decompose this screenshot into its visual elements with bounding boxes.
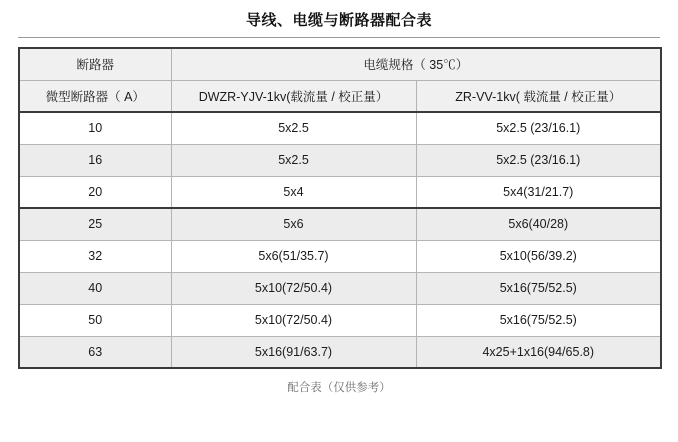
table-row [19, 272, 661, 304]
cell-breaker: 10 [19, 112, 171, 144]
header-cable-group: 电缆规格（ 35℃） [171, 48, 661, 80]
cell-dwzr: 5x6(51/35.7) [171, 240, 416, 272]
cell-zrvv: 5x16(75/52.5) [416, 272, 661, 304]
table-row [19, 240, 661, 272]
table-row [19, 208, 661, 240]
cell-zrvv: 5x4(31/21.7) [416, 176, 661, 208]
cell-breaker: 25 [19, 208, 171, 240]
cell-dwzr: 5x2.5 [171, 144, 416, 176]
cell-breaker: 20 [19, 176, 171, 208]
cell-zrvv: 5x6(40/28) [416, 208, 661, 240]
cell-zrvv: 4x25+1x16(94/65.8) [416, 336, 661, 368]
footer-note: 配合表（仅供参考） [287, 382, 391, 394]
cell-zrvv: 5x16(75/52.5) [416, 304, 661, 336]
table-row [19, 112, 661, 144]
header-breaker-group: 断路器 [19, 48, 171, 80]
cell-breaker: 50 [19, 304, 171, 336]
page-title: 导线、电缆与断路器配合表 [245, 12, 432, 29]
cell-breaker: 40 [19, 272, 171, 304]
table-row [19, 336, 661, 368]
title-divider [18, 37, 660, 38]
cell-dwzr: 5x10(72/50.4) [171, 272, 416, 304]
table-row [19, 176, 661, 208]
cell-breaker: 16 [19, 144, 171, 176]
cell-dwzr: 5x6 [171, 208, 416, 240]
table-row [19, 304, 661, 336]
cell-breaker: 32 [19, 240, 171, 272]
table-container [18, 47, 660, 369]
cell-zrvv: 5x2.5 (23/16.1) [416, 144, 661, 176]
cell-dwzr: 5x10(72/50.4) [171, 304, 416, 336]
header-breaker-column: 微型断路器（ A） [19, 80, 171, 112]
cable-breaker-table [18, 47, 662, 369]
table-header-row-2 [19, 80, 661, 112]
header-cable-zrvv: ZR-VV-1kv( 载流量 / 校正量） [416, 80, 661, 112]
cell-dwzr: 5x4 [171, 176, 416, 208]
cell-breaker: 63 [19, 336, 171, 368]
cell-dwzr: 5x2.5 [171, 112, 416, 144]
table-row [19, 144, 661, 176]
cell-dwzr: 5x16(91/63.7) [171, 336, 416, 368]
header-cable-dwzr: DWZR-YJV-1kv(载流量 / 校正量） [171, 80, 416, 112]
table-header-row-1 [19, 48, 661, 80]
cell-zrvv: 5x2.5 (23/16.1) [416, 112, 661, 144]
cell-zrvv: 5x10(56/39.2) [416, 240, 661, 272]
